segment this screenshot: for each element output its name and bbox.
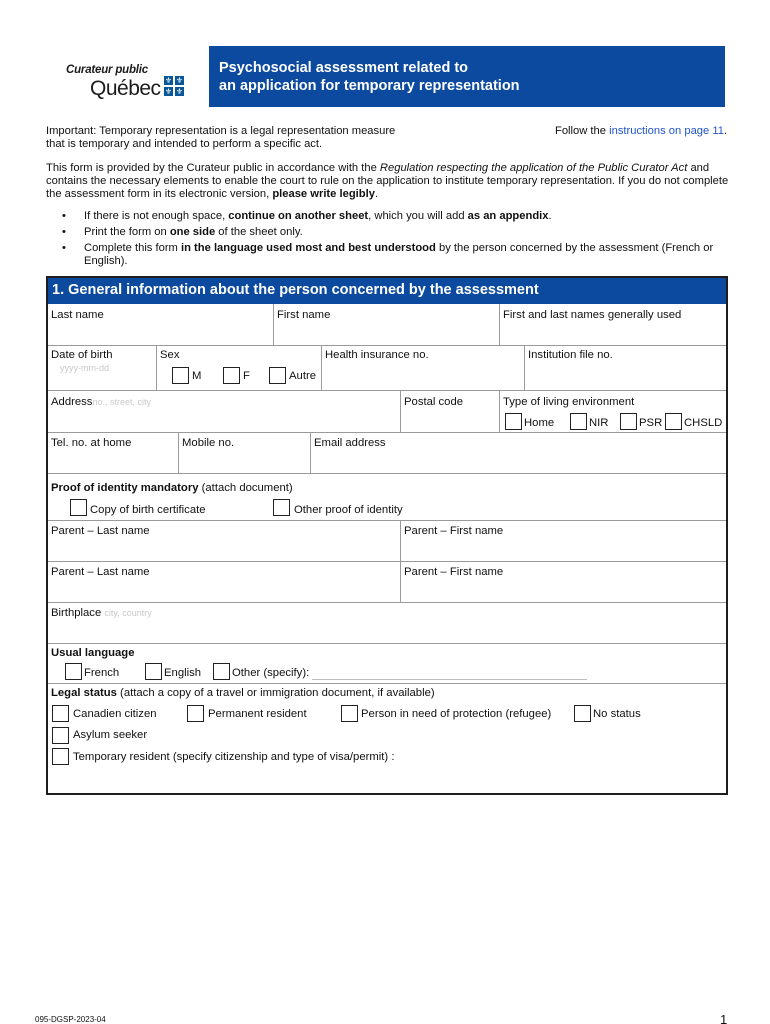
living-nir-checkbox[interactable] <box>570 413 587 430</box>
title-banner <box>209 46 725 107</box>
page-number: 1 <box>720 1012 728 1024</box>
lang-other-checkbox[interactable] <box>213 663 230 680</box>
legal-none-checkbox[interactable] <box>574 705 591 722</box>
proof-birth-label: Copy of birth certificate <box>90 504 206 516</box>
sex-f-checkbox[interactable] <box>223 367 240 384</box>
lang-french-label: French <box>84 667 120 679</box>
bullet3-a: Complete this form <box>84 242 181 254</box>
bullet3-d: English). <box>84 255 128 267</box>
title-line2: an application for temporary representation <box>219 78 520 94</box>
lang-other-label: Other (specify): <box>232 667 310 679</box>
proof-other-checkbox[interactable] <box>273 499 290 516</box>
bullet-2 <box>84 226 303 239</box>
form-code: 095-DGSP-2023-04 <box>35 1015 106 1024</box>
bullet1-d: as an appendix <box>467 210 549 222</box>
divider <box>499 390 500 432</box>
regulation-title: Regulation respecting the application of the Public Curator Act <box>379 162 688 174</box>
divider <box>273 304 274 345</box>
last-name-label: Last name <box>51 309 104 321</box>
instructions-link[interactable]: instructions on page 11 <box>609 125 724 137</box>
legal-pr-checkbox[interactable] <box>187 705 204 722</box>
follow-instructions <box>555 125 727 138</box>
living-home-checkbox[interactable] <box>505 413 522 430</box>
names-used-label: First and last names generally used <box>503 309 682 321</box>
legal-asylum-checkbox[interactable] <box>52 727 69 744</box>
important-note <box>46 125 395 151</box>
living-nir-label: NIR <box>589 417 609 429</box>
section1-title: 1. General information about the person concerned by the assessment <box>48 278 726 304</box>
bullet2-c: of the sheet only. <box>215 226 303 238</box>
para-prefix: This form is provided by the Curateur public in accordance with the <box>46 162 380 174</box>
sex-f-label: F <box>243 370 250 382</box>
health-insurance-label: Health insurance no. <box>325 349 429 361</box>
bullet1-b: continue on another sheet <box>228 210 369 222</box>
address-hint: no., street, city <box>92 397 151 407</box>
bullet-2-marker: • <box>62 226 66 238</box>
institution-file-label: Institution file no. <box>528 349 613 361</box>
quebec-flag-icon: ⚜ ⚜ ⚜ ⚜ <box>164 76 184 96</box>
bullet3-c: by the person concerned by the assessment (French or <box>435 242 714 254</box>
divider <box>499 304 500 345</box>
proof-identity-bold: Proof of identity mandatory <box>51 482 199 494</box>
legal-asylum-label: Asylum seeker <box>73 729 148 741</box>
lang-french-checkbox[interactable] <box>65 663 82 680</box>
bullet3-b: in the language used most and best understood <box>181 242 436 254</box>
logo-line2: Québec <box>90 77 161 100</box>
bullet1-e: . <box>548 210 552 222</box>
lang-english-label: English <box>164 667 202 679</box>
divider <box>48 390 726 391</box>
sex-other-label: Autre <box>289 370 317 382</box>
parent-first-name-1-label: Parent – First name <box>404 525 504 537</box>
divider <box>310 432 311 473</box>
proof-birth-checkbox[interactable] <box>70 499 87 516</box>
proof-identity-label <box>51 482 293 495</box>
divider <box>48 602 726 603</box>
logo-line1: Curateur public <box>66 64 148 76</box>
proof-other-label: Other proof of identity <box>294 504 403 516</box>
divider <box>48 561 726 562</box>
divider <box>48 643 726 644</box>
important-line1: Important: Temporary representation is a legal representation measure <box>46 125 396 137</box>
first-name-label: First name <box>277 309 331 321</box>
postal-code-label: Postal code <box>404 396 464 408</box>
legal-refugee-label: Person in need of protection (refugee) <box>361 708 552 720</box>
divider <box>400 390 401 432</box>
follow-prefix: Follow the <box>555 125 610 137</box>
important-line2: that is temporary and intended to perform a specific act. <box>46 138 323 150</box>
divider <box>48 520 726 521</box>
legal-pr-label: Permanent resident <box>208 708 307 720</box>
birthplace-label-text: Birthplace <box>51 607 102 619</box>
divider <box>321 345 322 390</box>
living-chsld-label: CHSLD <box>684 417 723 429</box>
living-psr-label: PSR <box>639 417 663 429</box>
usual-language-label: Usual language <box>51 647 135 659</box>
divider <box>524 345 525 390</box>
bullet1-c: , which you will add <box>368 210 468 222</box>
tel-home-label: Tel. no. at home <box>51 437 132 449</box>
mobile-label: Mobile no. <box>182 437 235 449</box>
lang-other-input[interactable] <box>312 679 587 680</box>
para-line3-bold: please write legibly <box>272 188 375 200</box>
legal-status-rest: (attach a copy of a travel or immigration document, if available) <box>116 687 435 699</box>
title-line1: Psychosocial assessment related to <box>219 60 469 76</box>
lang-english-checkbox[interactable] <box>145 663 162 680</box>
address-label-text: Address <box>51 396 93 408</box>
intro-paragraph <box>46 162 736 201</box>
parent-first-name-2-label: Parent – First name <box>404 566 504 578</box>
legal-status-bold: Legal status <box>51 687 117 699</box>
address-label <box>51 396 151 409</box>
living-env-label: Type of living environment <box>503 396 635 408</box>
birthplace-label <box>51 607 152 620</box>
divider <box>48 345 726 346</box>
para-line3-suffix: . <box>374 188 379 200</box>
bullet-1 <box>84 210 552 223</box>
sex-other-checkbox[interactable] <box>269 367 286 384</box>
living-chsld-checkbox[interactable] <box>665 413 682 430</box>
bullet2-b: one side <box>169 226 216 238</box>
bullet2-a: Print the form on <box>84 226 170 238</box>
parent-last-name-1-label: Parent – Last name <box>51 525 150 537</box>
legal-citizen-label: Canadien citizen <box>73 708 157 720</box>
divider <box>48 432 726 433</box>
bullet-3-marker: • <box>62 242 66 254</box>
para-suffix: and <box>687 162 710 174</box>
email-label: Email address <box>314 437 386 449</box>
legal-status-label <box>51 687 435 700</box>
proof-identity-rest: (attach document) <box>198 482 293 494</box>
sex-m-label: M <box>192 370 202 382</box>
bullet-3 <box>84 242 734 268</box>
living-psr-checkbox[interactable] <box>620 413 637 430</box>
sex-m-checkbox[interactable] <box>172 367 189 384</box>
legal-refugee-checkbox[interactable] <box>341 705 358 722</box>
legal-temp-label: Temporary resident (specify citizenship and type of visa/permit) : <box>73 751 395 763</box>
divider <box>178 432 179 473</box>
divider <box>48 683 726 684</box>
follow-suffix: . <box>723 125 728 137</box>
divider <box>400 520 401 602</box>
dob-hint: yyyy-mm-dd <box>60 363 109 373</box>
quebec-logo <box>62 62 186 104</box>
legal-none-label: No status <box>593 708 641 720</box>
para-line3-prefix: the assessment form in its electronic version, <box>46 188 273 200</box>
para-line2: contains the necessary elements to enable the court to rule on the application to institute temporary representation. If you do not complete <box>46 175 729 187</box>
legal-citizen-checkbox[interactable] <box>52 705 69 722</box>
bullet-1-marker: • <box>62 210 66 222</box>
living-home-label: Home <box>524 417 555 429</box>
birthplace-hint: city, country <box>104 608 152 618</box>
divider <box>48 473 726 474</box>
dob-label: Date of birth <box>51 349 113 361</box>
divider <box>156 345 157 390</box>
legal-temp-checkbox[interactable] <box>52 748 69 765</box>
parent-last-name-2-label: Parent – Last name <box>51 566 150 578</box>
sex-label: Sex <box>160 349 180 361</box>
bullet1-a: If there is not enough space, <box>84 210 229 222</box>
